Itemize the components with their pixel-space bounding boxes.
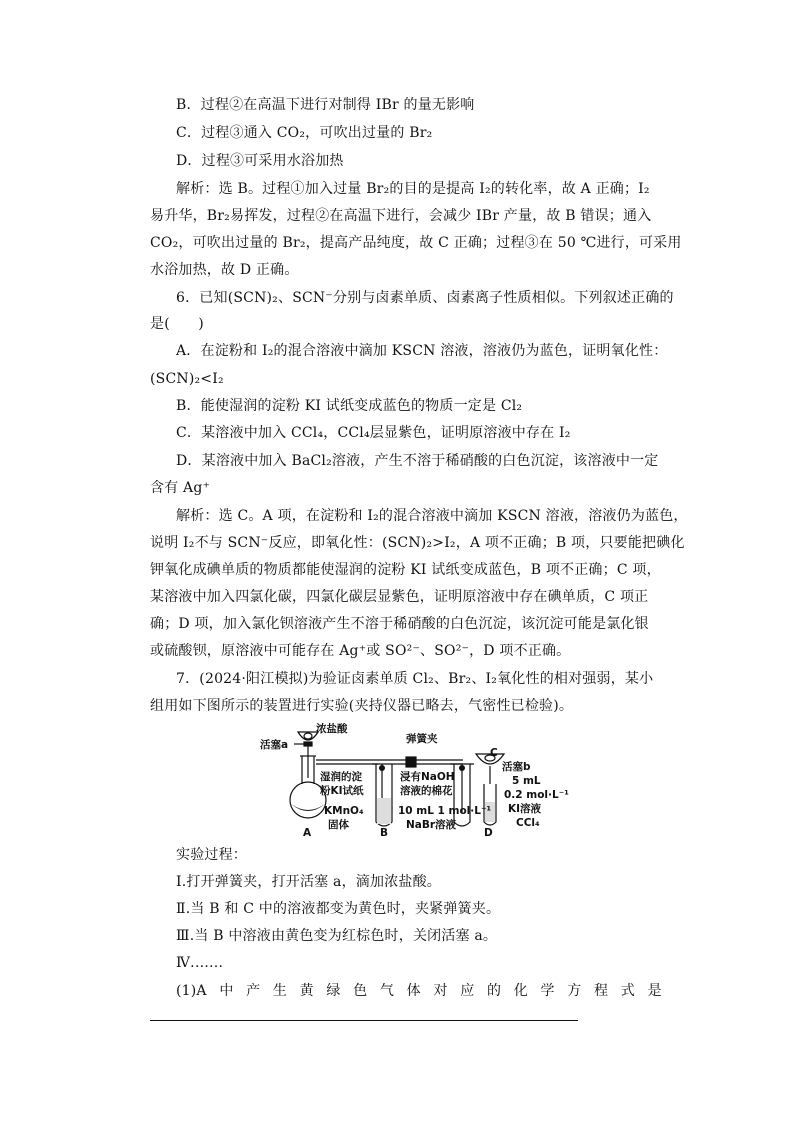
procedure-heading: 实验过程： xyxy=(176,847,247,863)
label-solid: 固体 xyxy=(328,819,349,831)
q6-option-b: B．能使湿润的淀粉 KI 试纸变成蓝色的物质一定是 Cl₂ xyxy=(176,398,523,414)
q6-option-d: D．某溶液中加入 BaCl₂溶液，产生不溶于稀硝酸的白色沉淀，该溶液中一定 xyxy=(176,453,659,469)
label-wet-paper-1: 湿润的淀 xyxy=(320,771,362,783)
q6-option-a-cont: (SCN)₂<I₂ xyxy=(150,371,224,387)
label-a: A xyxy=(303,827,312,838)
label-ki-solution: KI溶液 xyxy=(508,803,542,815)
label-d: D xyxy=(484,827,493,838)
q6-option-c: C．某溶液中加入 CCl₄，CCl₄层显紫色，证明原溶液中存在 I₂ xyxy=(176,425,571,441)
subquestion-1-char: 化 xyxy=(513,983,528,999)
subquestion-1-char: 式 xyxy=(620,983,635,999)
subquestion-1-char: 绿 xyxy=(326,983,341,999)
procedure-step-4: Ⅳ.…… xyxy=(176,955,224,971)
q6-analysis: 某溶液中加入四氯化碳，四氯化碳层显紫色，证明原溶液中存在碘单质，C 项正 xyxy=(150,589,649,605)
label-spring-clip: 弹簧夹 xyxy=(406,733,438,745)
q6-option-d-cont: 含有 Ag⁺ xyxy=(150,480,211,496)
procedure-step-2: Ⅱ.当 B 和 C 中的溶液都变为黄色时，夹紧弹簧夹。 xyxy=(176,901,501,917)
analysis-line: 水浴加热，故 D 正确。 xyxy=(150,262,299,278)
q6-option-a: A．在淀粉和 I₂的混合溶液中滴加 KSCN 溶液，溶液仍为蓝色，证明氧化性： xyxy=(176,343,668,359)
procedure-step-3: Ⅲ.当 B 中溶液由黄色变为红棕色时，关闭活塞 a。 xyxy=(176,928,498,944)
question-7-cont: 组用如下图所示的装置进行实验(夹持仪器已略去，气密性已检验)。 xyxy=(150,698,574,714)
subquestion-1-char: 方 xyxy=(567,983,582,999)
question-6: 6．已知(SCN)₂、SCN⁻分别与卤素单质、卤素离子性质相似。下列叙述正确的 xyxy=(176,290,674,306)
label-nabr-2: NaBr溶液 xyxy=(406,819,457,831)
subquestion-1-char: 产 xyxy=(246,983,261,999)
subquestion-1-char: (1)A xyxy=(176,983,207,999)
label-kmno4: KMnO₄ xyxy=(324,805,364,817)
apparatus-figure xyxy=(258,718,618,838)
subquestion-1-char: 对 xyxy=(433,983,448,999)
label-b: B xyxy=(380,827,389,838)
label-c: C xyxy=(490,747,498,759)
subquestion-1-char: 程 xyxy=(594,983,609,999)
subquestion-1-char: 气 xyxy=(379,983,395,999)
label-nabr-1: 10 mL 1 mol·L⁻¹ xyxy=(398,805,492,817)
label-stopcock-b: 活塞b xyxy=(502,761,531,773)
label-naoh-1: 浸有NaOH xyxy=(400,771,455,783)
option-c: C．过程③通入 CO₂，可吹出过量的 Br₂ xyxy=(176,125,433,141)
label-concentration: 0.2 mol·L⁻¹ xyxy=(504,789,569,801)
question-6-cont: 是( ) xyxy=(150,316,204,332)
q6-analysis: 钾氧化成碘单质的物质都能使湿润的淀粉 KI 试纸变成蓝色，B 项不正确；C 项， xyxy=(150,562,661,578)
subquestion-1-char: 黄 xyxy=(299,983,314,999)
label-conc-hcl: 浓盐酸 xyxy=(316,723,348,735)
q6-analysis: 或硫酸钡，原溶液中可能存在 Ag⁺或 SO²⁻、SO²⁻，D 项不正确。 xyxy=(150,643,571,659)
subquestion-1-char: 体 xyxy=(406,983,421,999)
answer-blank-line xyxy=(150,1020,578,1021)
q6-analysis: 说明 I₂不与 SCN⁻反应，即氧化性：(SCN)₂>I₂，A 项不正确；B 项，只要能把碘化 xyxy=(150,535,685,551)
option-b: B．过程②在高温下进行对制得 IBr 的量无影响 xyxy=(176,97,475,113)
subquestion-1 xyxy=(176,981,662,1001)
subquestion-1-char: 的 xyxy=(486,983,502,999)
q6-analysis: 确；D 项，加入氯化钡溶液产生不溶于稀硝酸的白色沉淀，该沉淀可能是氯化银 xyxy=(150,616,649,632)
label-wet-paper-2: 粉KI试纸 xyxy=(320,785,364,797)
option-d: D．过程③可采用水浴加热 xyxy=(176,153,344,169)
subquestion-1-char: 学 xyxy=(540,983,555,999)
procedure-step-1: Ⅰ.打开弹簧夹，打开活塞 a，滴加浓盐酸。 xyxy=(176,874,441,890)
subquestion-1-char: 中 xyxy=(219,983,234,999)
label-stopcock-a: 活塞a xyxy=(260,739,289,751)
label-naoh-2: 溶液的棉花 xyxy=(400,785,453,797)
label-volume: 5 mL xyxy=(512,775,541,787)
subquestion-1-char: 是 xyxy=(647,983,662,999)
analysis-line: 易升华，Br₂易挥发，过程②在高温下进行，会减少 IBr 产量，故 B 错误；通入 xyxy=(150,208,652,224)
analysis-line: 解析：选 B。过程①加入过量 Br₂的目的是提高 I₂的转化率，故 A 正确；I₂ xyxy=(176,181,650,197)
subquestion-1-char: 色 xyxy=(353,983,368,999)
subquestion-1-char: 生 xyxy=(272,983,288,999)
subquestion-1-char: 应 xyxy=(460,983,475,999)
analysis-line: CO₂，可吹出过量的 Br₂，提高产品纯度，故 C 正确；过程③在 50 ℃进行，可采用 xyxy=(150,235,682,251)
question-7: 7．(2024·阳江模拟)为验证卤素单质 Cl₂、Br₂、I₂氧化性的相对强弱，某小 xyxy=(176,671,654,687)
label-ccl4: CCl₄ xyxy=(516,817,540,829)
q6-analysis: 解析：选 C。A 项，在淀粉和 I₂的混合溶液中滴加 KSCN 溶液，溶液仍为蓝色， xyxy=(176,508,688,524)
